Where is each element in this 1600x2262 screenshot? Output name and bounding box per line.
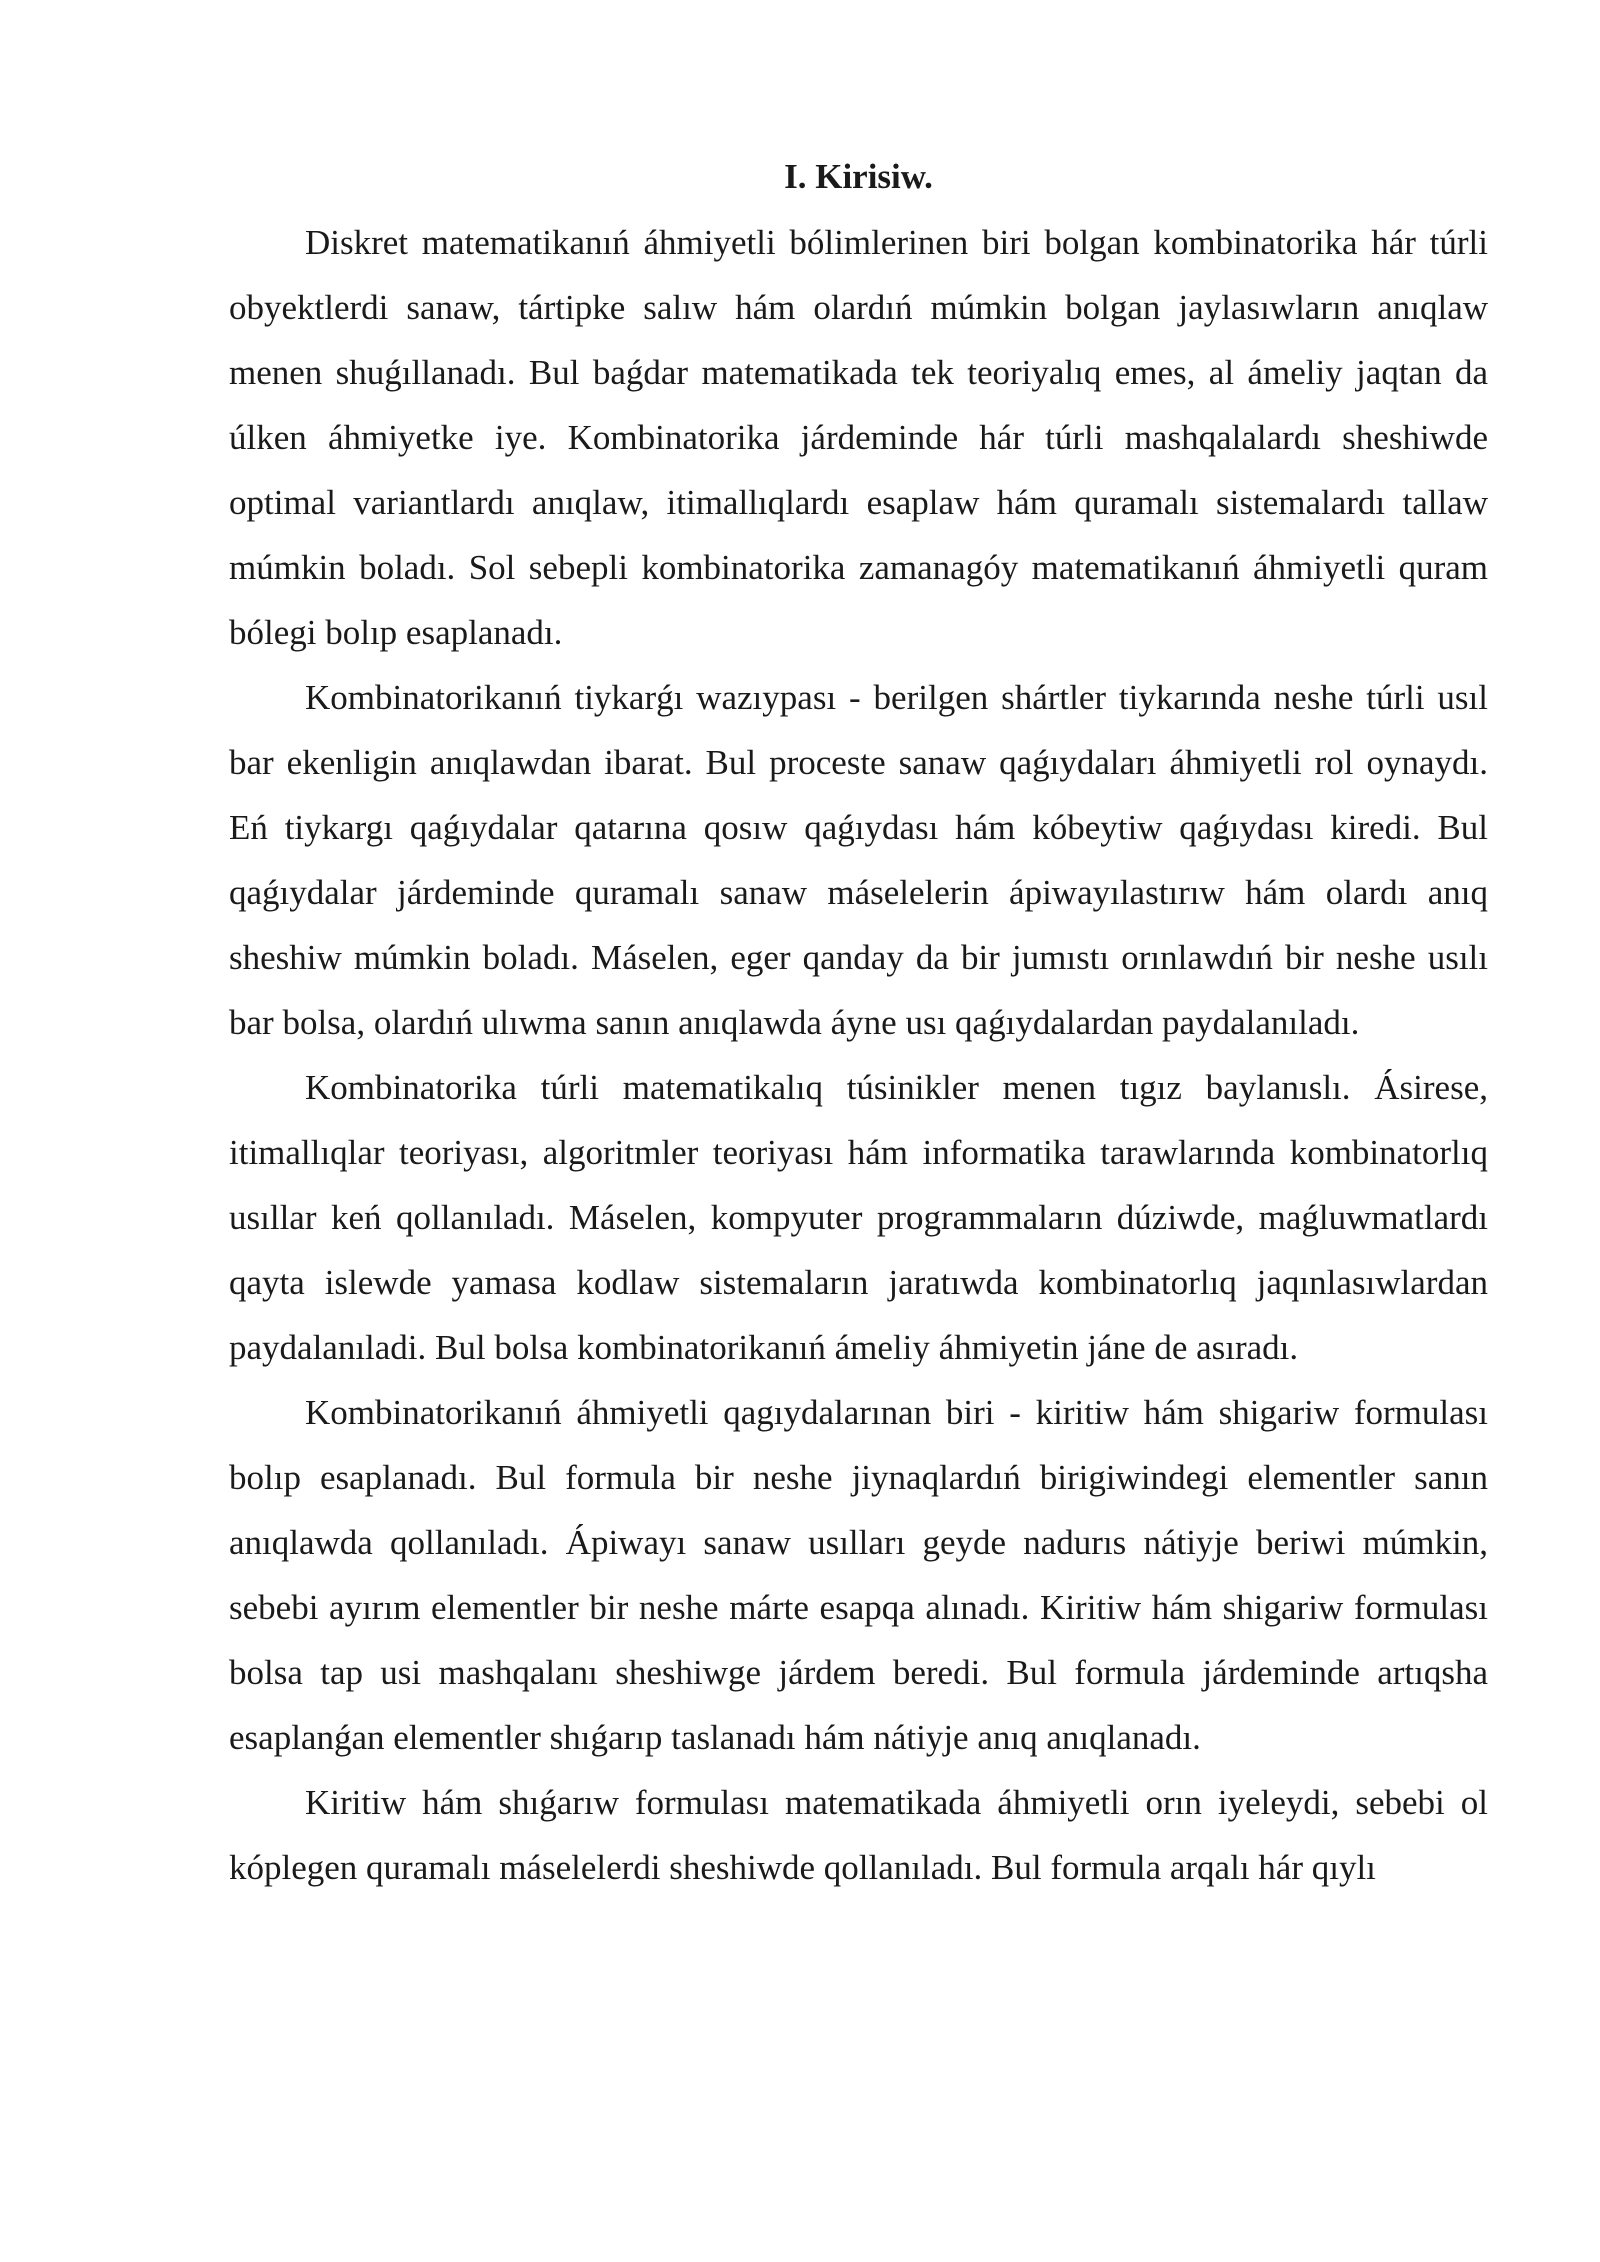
section-heading: I. Kirisiw.	[784, 157, 933, 196]
paragraph-5: Kiritiw hám shıǵarıw formulası matematikada áhmiyetli orın iyeleydi, sebebi ol kóplegen quramalı máselelerdi sheshiwde qollanıladı. Bul formula arqalı hár qıylı	[229, 1783, 1488, 1887]
paragraph-2: Kombinatorikanıń tiykarǵı wazıypası - berilgen shártler tiykarında neshe túrli usıl bar ekenligin anıqlawdan ibarat. Bul proceste sanaw qaǵıydaları áhmiyetli rol oynaydı. Eń tiykargı qaǵıydalar qatarına qosıw qaǵıydası hám kóbeytiw qaǵıydası kiredi. Bul qaǵıydalar járdeminde quramalı sanaw máselelerin ápiwayılastırıw hám olardı anıq sheshiw múmkin boladı. Máselen, eger qanday da bir jumıstı orınlawdıń bir neshe usılı bar bolsa, olardıń ulıwma sanın anıqlawda áyne usı qaǵıydalardan paydalanıladı.	[229, 678, 1488, 1042]
paragraph-4: Kombinatorikanıń áhmiyetli qagıydalarınan biri - kiritiw hám shigariw formulası bolıp esaplanadı. Bul formula bir neshe jiynaqlardıń birigiwindegi elementler sanın anıqlawda qollanıladı. Ápiwayı sanaw usılları geyde nadurıs nátiyje beriwi múmkin, sebebi ayırım elementler bir neshe márte esapqa alınadı. Kiritiw hám shigariw formulası bolsa tap usi mashqalanı sheshiwge járdem beredi. Bul formula járdeminde artıqsha esaplanǵan elementler shıǵarıp taslanadı hám nátiyje anıq anıqlanadı.	[229, 1393, 1488, 1757]
document-body	[229, 152, 1488, 1900]
paragraph-1: Diskret matematikanıń áhmiyetli bólimlerinen biri bolgan kombinatorika hár túrli obyektlerdi sanaw, tártipke salıw hám olardıń múmkin bolgan jaylasıwların anıqlaw menen shuǵıllanadı. Bul baǵdar matematikada tek teoriyalıq emes, al ámeliy jaqtan da úlken áhmiyetke iye. Kombinatorika járdeminde hár túrli mashqalalardı sheshiwde optimal variantlardı anıqlaw, itimallıqlardı esaplaw hám quramalı sistemalardı tallaw múmkin boladı. Sol sebepli kombinatorika zamanagóy matematikanıń áhmiyetli quram bólegi bolıp esaplanadı.	[229, 223, 1488, 652]
paragraph-3: Kombinatorika túrli matematikalıq túsinikler menen tıgız baylanıslı. Ásirese, itimallıqlar teoriyası, algoritmler teoriyası hám informatika tarawlarında kombinatorlıq usıllar keń qollanıladı. Máselen, kompyuter programmaların dúziwde, maǵluwmatlardı qayta islewde yamasa kodlaw sistemaların jaratıwda kombinatorlıq jaqınlasıwlardan paydalanıladi. Bul bolsa kombinatorikanıń ámeliy áhmiyetin jáne de asıradı.	[229, 1068, 1488, 1367]
